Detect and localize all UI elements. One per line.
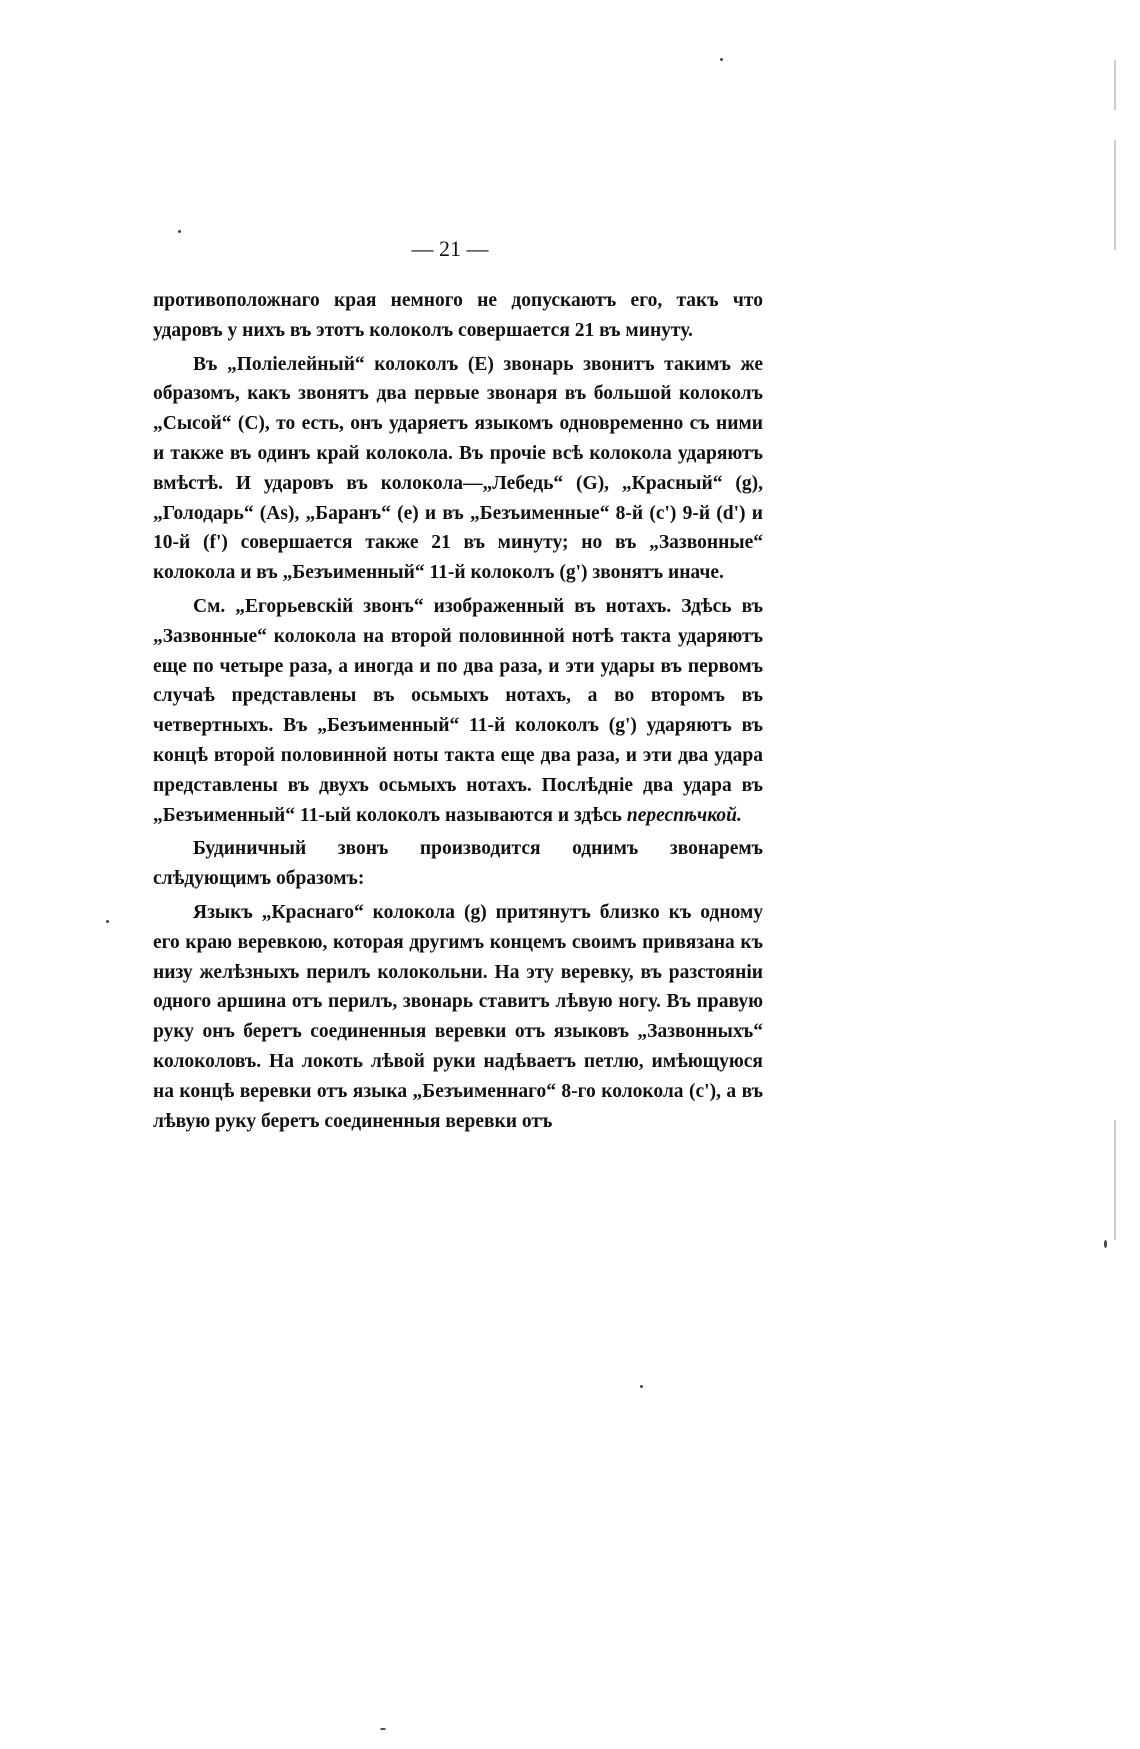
scan-speck [380,1728,386,1730]
scan-speck [178,230,181,233]
paragraph-1: противоположнаго края немного не допускаютъ его, такъ что ударовъ у нихъ въ этотъ колоколъ совершается 21 въ минуту. [153,290,763,341]
paragraph-4: Будиничный звонъ производится однимъ звонаремъ слѣдующимъ образомъ: [153,838,763,890]
paragraph-2: Въ „Поліелейный“ колоколъ (E) звонарь звонитъ такимъ же образомъ, какъ звонятъ два первые звонаря въ большой колоколъ „Сысой“ (C), то есть, онъ ударяетъ языкомъ одновременно съ ними и также въ одинъ край колокола. Въ прочіе всѣ колокола ударяютъ вмѣстѣ. И ударовъ въ колокола—„Лебедь“ (G), „Красный“ (g), „Голодарь“ (As), „Баранъ“ (e) и въ „Безъименные“ 8-й (c') 9-й (d') и 10-й (f') совершается также 21 въ минуту; но въ „Зазвонные“ колокола и въ „Безъименный“ 11-й колоколъ (g') звонятъ иначе. [153,353,763,584]
italic-term: переспѣчкой. [626,804,742,826]
scan-speck [1104,1240,1107,1248]
paragraph-3 [153,592,763,830]
scan-speck [106,920,109,923]
scan-edge [1114,140,1116,250]
scan-edge [1114,1120,1116,1240]
scan-speck [720,58,723,61]
paragraph-3-text: См. „Егорьевскій звонъ“ изображенный въ нотахъ. Здѣсь въ „Зазвонные“ колокола на второй половинной нотѣ такта ударяютъ еще по четыре раза, а иногда и по два раза, и эти удары въ первомъ случаѣ представлены въ осьмыхъ нотахъ, а во второмъ въ четвертныхъ. Въ „Безъименный“ 11-й колоколъ (g') ударяютъ въ концѣ второй половинной ноты такта еще два раза, и эти два удара представлены въ двухъ осьмыхъ нотахъ. Послѣдніе два удара въ „Безъименный“ 11-ый колоколъ называются и здѣсь [153,595,763,826]
paragraph-5: Языкъ „Краснаго“ колокола (g) притянутъ близко къ одному его краю веревкою, которая другимъ концемъ своимъ привязана къ низу желѣзныхъ перилъ колокольни. На эту веревку, въ разстояніи одного аршина отъ перилъ, звонарь ставитъ лѣвую ногу. Въ правую руку онъ беретъ соединенныя веревки отъ языковъ „Зазвонныхъ“ колоколовъ. На локоть лѣвой руки надѣваетъ петлю, имѣющуюся на концѣ веревки отъ языка „Безъименнаго“ 8-го колокола (c'), а въ лѣвую руку беретъ соединенныя веревки отъ [153,901,763,1132]
scan-speck [640,1385,643,1388]
page-number: — 21 — [411,236,489,261]
scan-edge [1114,60,1116,110]
body-text [153,286,763,1136]
